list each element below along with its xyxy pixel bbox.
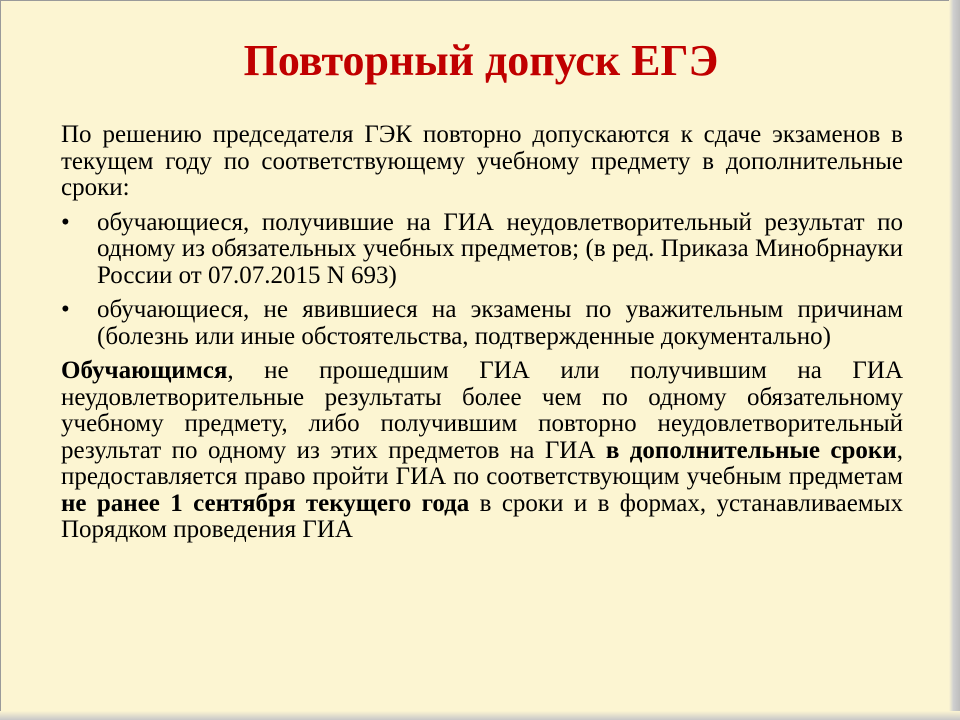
final-bold-additional-terms: в дополнительные сроки	[605, 436, 897, 464]
bullet-item-2	[61, 297, 903, 350]
slide-shadow-right	[949, 0, 960, 720]
final-bold-students: Обучающимся	[61, 357, 228, 384]
slide-shadow-bottom	[0, 711, 960, 720]
bullet-icon: •	[61, 208, 70, 236]
final-text-3: в сроки и в формах, устанавливаемых Порядком проведения ГИА	[61, 489, 903, 543]
bullet-item-1	[61, 210, 903, 290]
intro-paragraph: По решению председателя ГЭК повторно допускаются к сдаче экзаменов в текущем году по соответствующему учебному предмету в дополнительные сроки:	[61, 121, 903, 201]
bullet-text-1: обучающиеся, получившие на ГИА неудовлетворительный результат по одному из обязательных учебных предметов; (в ред. Приказа Минобрнауки России от 07.07.2015 N 693)	[97, 208, 903, 289]
final-paragraph	[61, 358, 903, 544]
final-text-1: , не прошедшим ГИА или получившим на ГИА неудовлетворительные результаты более чем по одному обязательному учебному предмету, либо получившим повторно неудовлетворительный результат по одному из этих предметов на ГИА	[61, 357, 903, 464]
slide-title: Повторный допуск ЕГЭ	[243, 36, 719, 85]
final-text-2: , предоставляется право пройти ГИА по соответствующим учебным предметам	[61, 436, 903, 490]
slide-body	[61, 122, 903, 552]
bullet-text-2: обучающиеся, не явившиеся на экзамены по уважительным причинам (болезнь или иные обстоятельства, подтвержденные документально)	[97, 296, 903, 350]
final-bold-date: не ранее 1 сентября текущего года	[61, 489, 470, 517]
bullet-icon: •	[61, 296, 70, 323]
